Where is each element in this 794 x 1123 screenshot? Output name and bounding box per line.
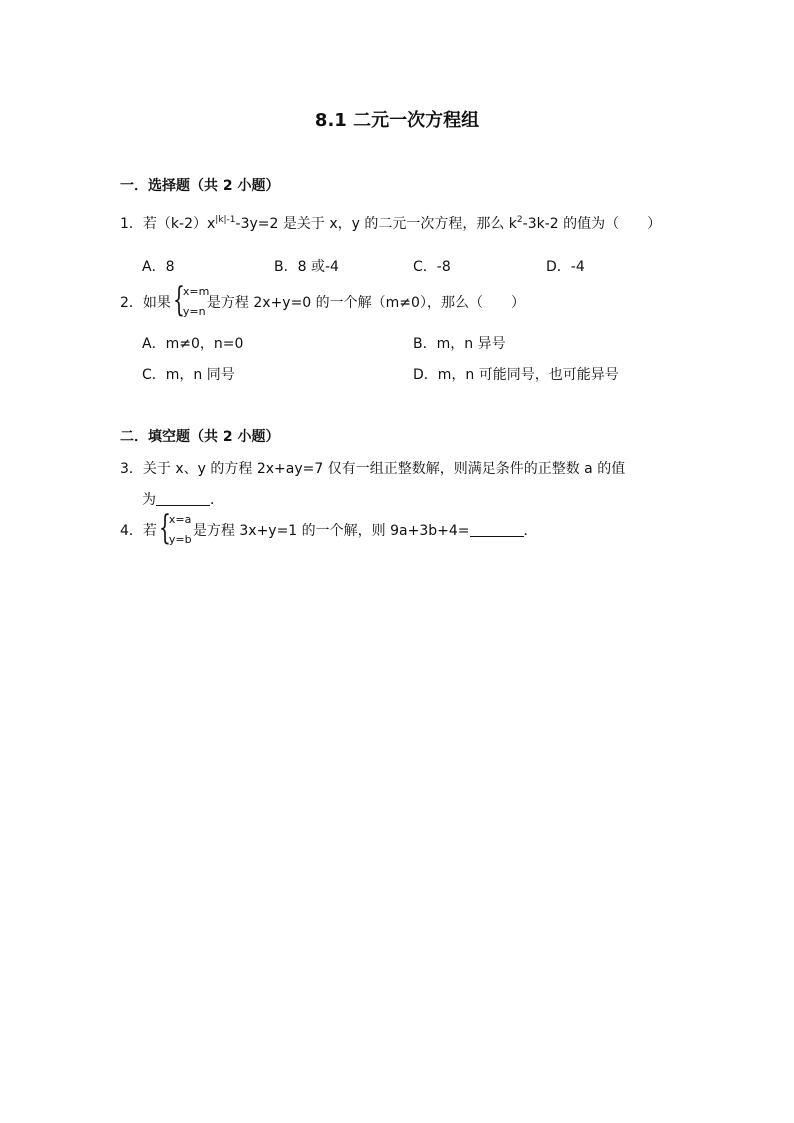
question-number: 2．	[120, 295, 143, 311]
question-number: 3．	[120, 461, 143, 477]
question-text: -3y=2 是关于 x，y 的二元一次方程，那么 k	[235, 216, 517, 232]
system-line: x=a	[168, 513, 192, 526]
question-text: ．	[210, 492, 224, 508]
question-text: 若	[142, 523, 157, 539]
question-number: 4．	[120, 523, 143, 539]
question-text: 如果	[142, 295, 171, 311]
option-d[interactable]: D．m，n 可能同号，也可能异号	[413, 367, 619, 383]
option-d[interactable]: D．-4	[546, 259, 585, 275]
question-text: 若（k-2）x	[142, 216, 216, 232]
page-title: 8.1 二元一次方程组	[314, 110, 480, 131]
question-text: 为	[142, 492, 156, 508]
question-text: -3k-2 的值为（ ）	[522, 216, 662, 232]
brace-icon: {	[158, 508, 171, 548]
option-b[interactable]: B．8 或-4	[274, 259, 339, 275]
question-3	[120, 458, 625, 478]
answer-blank[interactable]	[156, 491, 210, 506]
question-text: 是方程 2x+y=0 的一个解（m≠0），那么（ ）	[206, 295, 525, 311]
question-3-continued	[142, 489, 224, 509]
question-text: 关于 x、y 的方程 2x+ay=7 仅有一组正整数解，则满足条件的正整数 a 的值	[142, 461, 626, 477]
system-line: x=m	[182, 285, 210, 298]
exponent: |k|-1	[215, 215, 236, 225]
system-line: y=b	[168, 533, 192, 546]
section-heading-fill: 二．填空题（共 2 小题）	[120, 429, 280, 445]
option-a[interactable]: A．m≠0，n=0	[142, 336, 244, 352]
answer-blank[interactable]	[470, 522, 524, 537]
system-line: y=n	[182, 305, 206, 318]
question-number: 1．	[120, 216, 143, 232]
question-4	[120, 508, 538, 550]
question-text: ．	[523, 523, 538, 539]
question-2	[120, 280, 525, 322]
equation-system	[172, 280, 210, 322]
section-heading-choice: 一．选择题（共 2 小题）	[120, 178, 280, 194]
brace-icon: {	[172, 280, 185, 320]
option-b[interactable]: B．m，n 异号	[413, 336, 506, 352]
question-1	[120, 213, 661, 233]
option-c[interactable]: C．m，n 同号	[142, 367, 235, 383]
option-c[interactable]: C．-8	[413, 259, 451, 275]
question-text: 是方程 3x+y=1 的一个解，则 9a+3b+4=	[192, 523, 470, 539]
option-a[interactable]: A．8	[142, 259, 175, 275]
equation-system	[158, 508, 193, 550]
exponent: 2	[516, 215, 523, 225]
